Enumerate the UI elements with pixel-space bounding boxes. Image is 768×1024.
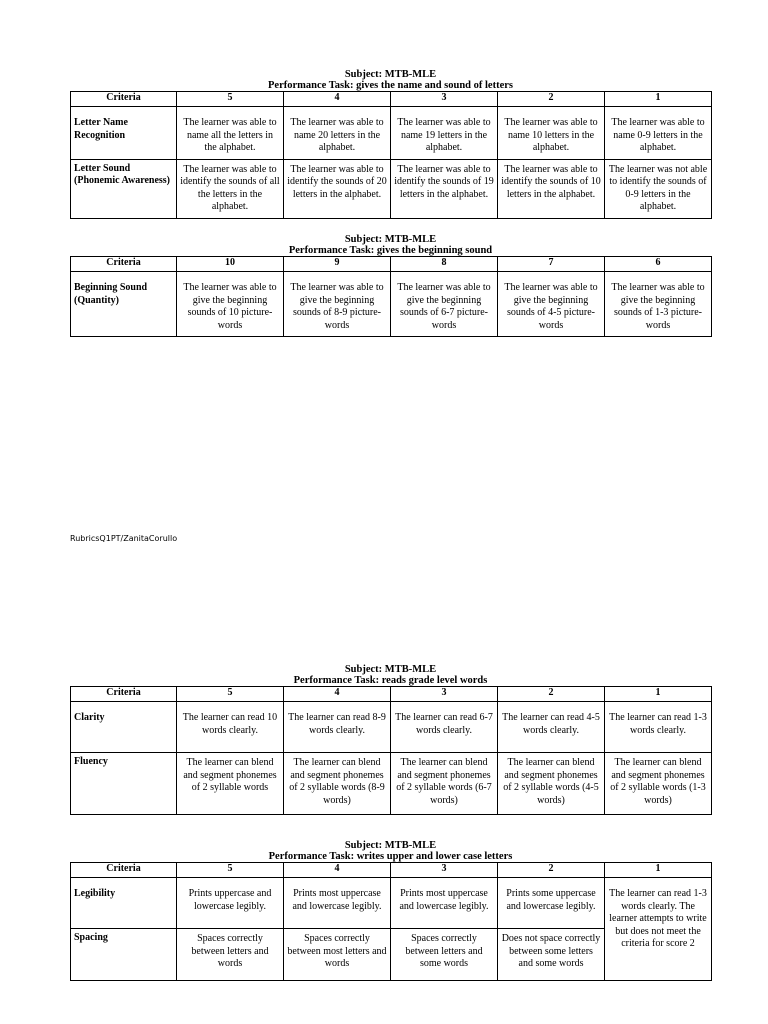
footer-text: RubricsQ1PT/ZanitaCorullo <box>70 534 178 543</box>
rubric-block-letters <box>70 69 711 219</box>
table-cell: The learner can blend and segment phonemes of 2 syllable words (1-3 words) <box>605 753 712 815</box>
header-cell: 4 <box>284 92 391 107</box>
table-cell: Prints most uppercase and lowercase legibly. <box>284 878 391 929</box>
table-cell: Spaces correctly between letters and some words <box>391 929 498 981</box>
header-cell: 10 <box>177 257 284 272</box>
table-cell: The learner can read 8-9 words clearly. <box>284 702 391 753</box>
table-cell: The learner was able to identify the sounds of 19 letters in the alphabet. <box>391 159 498 218</box>
criteria-cell: Letter Sound (Phonemic Awareness) <box>71 159 177 218</box>
header-cell: 9 <box>284 257 391 272</box>
criteria-cell: Letter Name Recognition <box>71 107 177 160</box>
table-row <box>71 159 712 218</box>
header-cell: 2 <box>498 687 605 702</box>
criteria-cell: Spacing <box>71 929 177 981</box>
table-cell: The learner can read 10 words clearly. <box>177 702 284 753</box>
header-cell: 4 <box>284 687 391 702</box>
task-heading: Performance Task: gives the name and sound of letters <box>268 80 513 91</box>
rubric-block-reads-words <box>70 664 711 815</box>
header-cell: 8 <box>391 257 498 272</box>
table-cell: The learner can blend and segment phonemes of 2 syllable words (4-5 words) <box>498 753 605 815</box>
header-cell: 7 <box>498 257 605 272</box>
table-cell: The learner was able to give the beginning sounds of 6-7 picture-words <box>391 272 498 337</box>
subject-heading: Subject: MTB-MLE <box>344 234 437 245</box>
table-cell: The learner was able to identify the sounds of all the letters in the alphabet. <box>177 159 284 218</box>
header-cell: 2 <box>498 863 605 878</box>
table-header-row <box>71 92 712 107</box>
header-cell: 5 <box>177 92 284 107</box>
header-cell: 3 <box>391 92 498 107</box>
table-cell: The learner was able to identify the sounds of 20 letters in the alphabet. <box>284 159 391 218</box>
header-cell: 5 <box>177 863 284 878</box>
header-cell: 1 <box>605 687 712 702</box>
table-cell: Spaces correctly between most letters and words <box>284 929 391 981</box>
table-cell: The learner was able to name all the letters in the alphabet. <box>177 107 284 160</box>
task-heading: Performance Task: writes upper and lower case letters <box>268 851 513 862</box>
rubric-table <box>70 686 712 815</box>
table-cell: Prints most uppercase and lowercase legibly. <box>391 878 498 929</box>
table-cell: The learner was able to give the beginning sounds of 10 picture-words <box>177 272 284 337</box>
subject-heading: Subject: MTB-MLE <box>344 69 437 80</box>
table-cell: Prints uppercase and lowercase legibly. <box>177 878 284 929</box>
header-cell: 6 <box>605 257 712 272</box>
criteria-cell: Fluency <box>71 753 177 815</box>
table-cell: The learner was able to give the beginning sounds of 1-3 picture-words <box>605 272 712 337</box>
table-cell: The learner can read 4-5 words clearly. <box>498 702 605 753</box>
table-cell: The learner can blend and segment phonemes of 2 syllable words (8-9 words) <box>284 753 391 815</box>
rubric-table <box>70 91 712 219</box>
table-cell: The learner can read 1-3 words clearly. <box>605 702 712 753</box>
table-cell: The learner was able to identify the sounds of 10 letters in the alphabet. <box>498 159 605 218</box>
table-header-row <box>71 257 712 272</box>
header-cell: Criteria <box>71 863 177 878</box>
criteria-cell: Clarity <box>71 702 177 753</box>
table-header-row <box>71 687 712 702</box>
task-heading: Performance Task: gives the beginning sound <box>288 245 493 256</box>
header-cell: 1 <box>605 92 712 107</box>
table-row <box>71 753 712 815</box>
header-cell: 2 <box>498 92 605 107</box>
table-cell: The learner can blend and segment phonemes of 2 syllable words (6-7 words) <box>391 753 498 815</box>
table-row <box>71 107 712 160</box>
header-cell: 1 <box>605 863 712 878</box>
table-cell: The learner was able to give the beginning sounds of 8-9 picture-words <box>284 272 391 337</box>
rubric-block-writes-letters <box>70 840 711 981</box>
subject-heading: Subject: MTB-MLE <box>344 840 437 851</box>
header-cell: 3 <box>391 863 498 878</box>
rubric-table <box>70 256 712 337</box>
rubric-table <box>70 862 712 981</box>
task-heading: Performance Task: reads grade level words <box>293 675 488 686</box>
table-cell: Prints some uppercase and lowercase legibly. <box>498 878 605 929</box>
table-cell: The learner was not able to identify the sounds of 0-9 letters in the alphabet. <box>605 159 712 218</box>
table-cell: The learner was able to name 0-9 letters in the alphabet. <box>605 107 712 160</box>
criteria-cell: Beginning Sound (Quantity) <box>71 272 177 337</box>
table-cell: The learner was able to name 20 letters in the alphabet. <box>284 107 391 160</box>
table-cell: The learner can blend and segment phonemes of 2 syllable words <box>177 753 284 815</box>
table-header-row <box>71 863 712 878</box>
header-cell: Criteria <box>71 687 177 702</box>
subject-heading: Subject: MTB-MLE <box>344 664 437 675</box>
merged-score-1-cell: The learner can read 1-3 words clearly. The learner attempts to write but does not meet the criteria for score 2 <box>605 878 712 981</box>
header-cell: 5 <box>177 687 284 702</box>
header-cell: Criteria <box>71 257 177 272</box>
table-cell: Spaces correctly between letters and words <box>177 929 284 981</box>
table-cell: The learner can read 6-7 words clearly. <box>391 702 498 753</box>
table-cell: The learner was able to name 19 letters in the alphabet. <box>391 107 498 160</box>
table-row <box>71 702 712 753</box>
table-cell: Does not space correctly between some letters and some words <box>498 929 605 981</box>
table-cell: The learner was able to give the beginning sounds of 4-5 picture-words <box>498 272 605 337</box>
header-cell: 4 <box>284 863 391 878</box>
criteria-cell: Legibility <box>71 878 177 929</box>
rubric-block-beginning-sound <box>70 234 711 337</box>
header-cell: Criteria <box>71 92 177 107</box>
table-row <box>71 272 712 337</box>
table-cell: The learner was able to name 10 letters in the alphabet. <box>498 107 605 160</box>
header-cell: 3 <box>391 687 498 702</box>
table-row <box>71 878 712 929</box>
